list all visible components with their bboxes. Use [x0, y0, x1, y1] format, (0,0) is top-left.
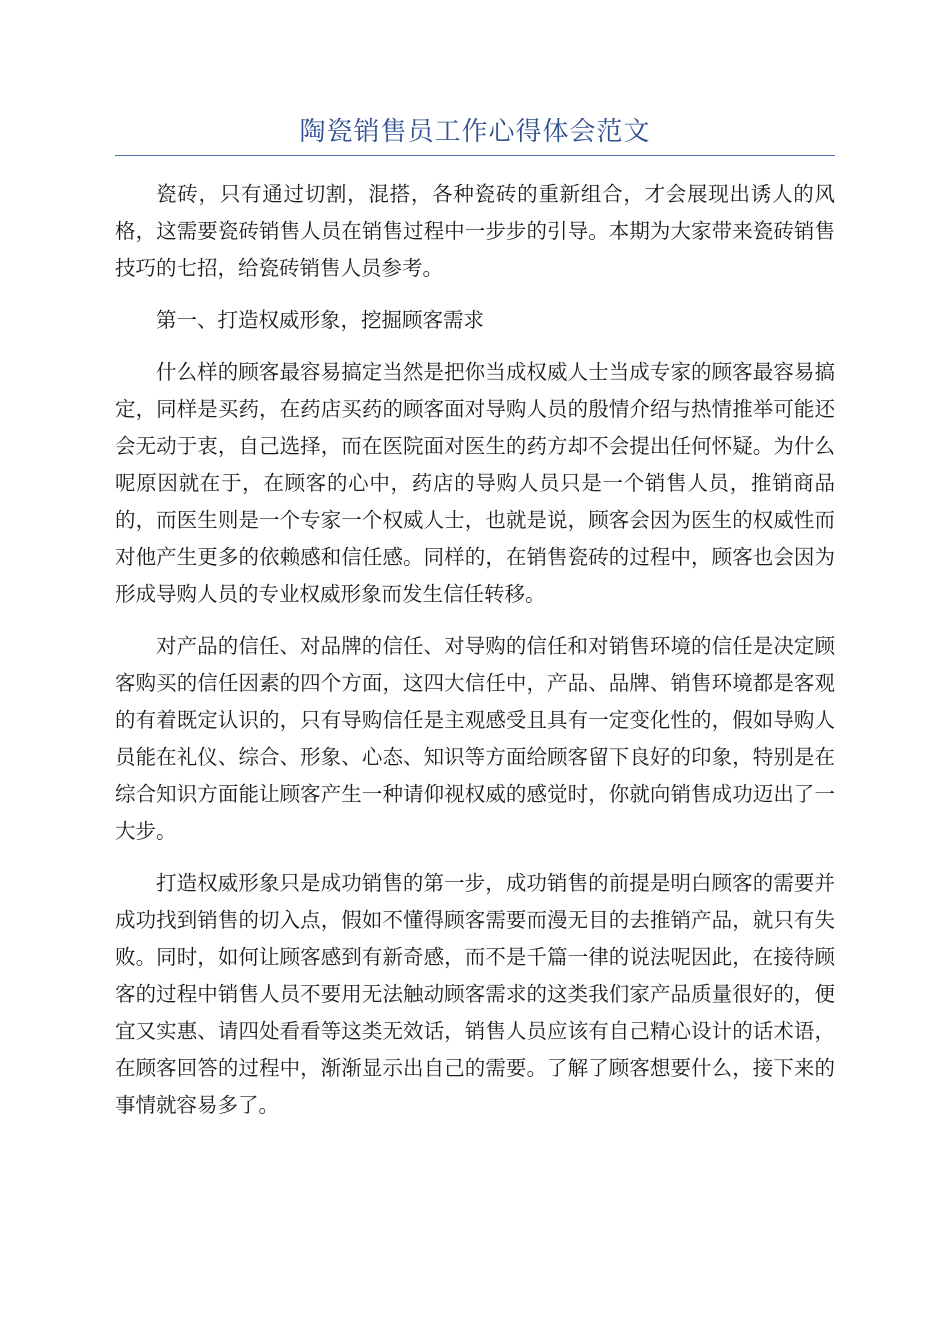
section-heading: 第一、打造权威形象，挖掘顾客需求: [156, 308, 484, 332]
paragraph-intro: 瓷砖，只有通过切割，混搭，各种瓷砖的重新组合，才会展现出诱人的风格，这需要瓷砖销售人员在销售过程中一步步的引导。本期为大家带来瓷砖销售技巧的七招，给瓷砖销售人员参考。: [115, 182, 835, 280]
document-title: 陶瓷销售员工作心得体会范文: [299, 117, 651, 147]
title-underline: [115, 155, 835, 156]
paragraph-needs: 打造权威形象只是成功销售的第一步，成功销售的前提是明白顾客的需要并成功找到销售的切入点，假如不懂得顾客需要而漫无目的去推销产品，就只有失败。同时，如何让顾客感到有新奇感，而不是千篇一律的说法呢因此，在接待顾客的过程中销售人员不要用无法触动顾客需求的这类我们家产品质量很好的，便宜又实惠、请四处看看等这类无效话，销售人员应该有自己精心设计的话术语，在顾客回答的过程中，渐渐显示出自己的需要。了解了顾客想要什么，接下来的事情就容易多了。: [115, 871, 835, 1117]
paragraph-authority: 什么样的顾客最容易搞定当然是把你当成权威人士当成专家的顾客最容易搞定，同样是买药，在药店买药的顾客面对导购人员的殷情介绍与热情推举可能还会无动于衷，自己选择，而在医院面对医生的药方却不会提出任何怀疑。为什么呢原因就在于，在顾客的心中，药店的导购人员只是一个销售人员，推销商品的，而医生则是一个专家一个权威人士，也就是说，顾客会因为医生的权威性而对他产生更多的依赖感和信任感。同样的，在销售瓷砖的过程中，顾客也会因为形成导购人员的专业权威形象而发生信任转移。: [115, 360, 835, 606]
paragraph-trust: 对产品的信任、对品牌的信任、对导购的信任和对销售环境的信任是决定顾客购买的信任因素的四个方面，这四大信任中，产品、品牌、销售环境都是客观的有着既定认识的，只有导购信任是主观感受且具有一定变化性的，假如导购人员能在礼仪、综合、形象、心态、知识等方面给顾客留下良好的印象，特别是在综合知识方面能让顾客产生一种请仰视权威的感觉时，你就向销售成功迈出了一大步。: [115, 634, 835, 843]
document-body: [115, 176, 835, 1139]
